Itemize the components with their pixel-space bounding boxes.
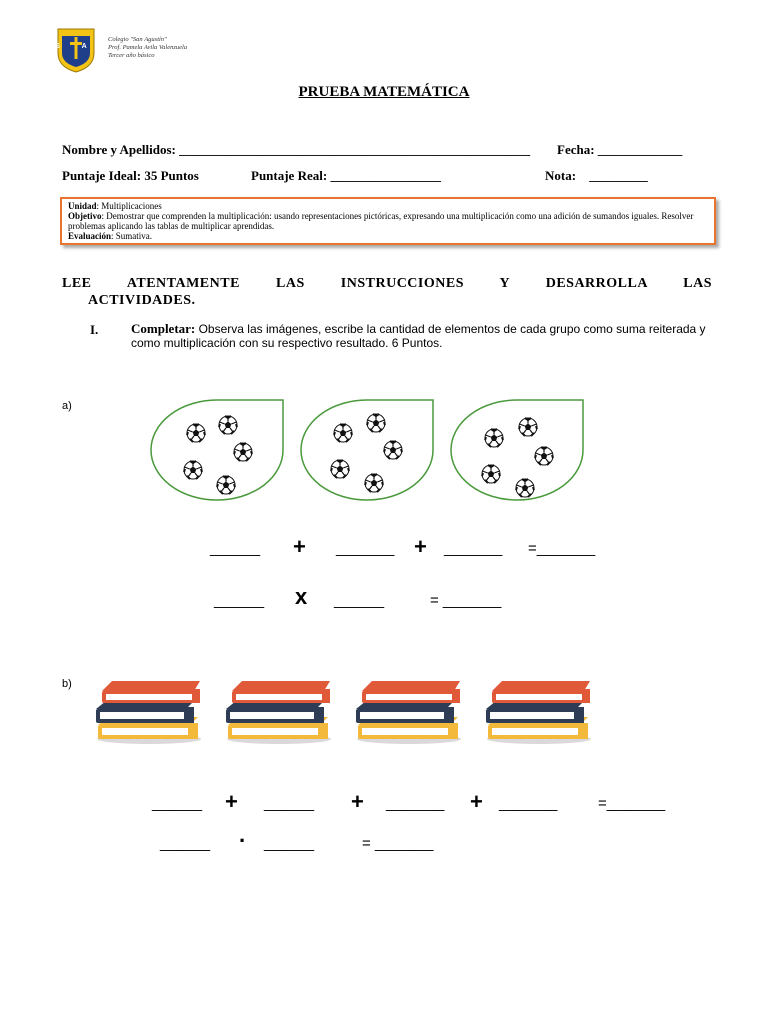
a-addend-1[interactable]: ______ <box>210 540 261 557</box>
ball-icon <box>367 414 385 432</box>
ball-icon <box>365 474 383 492</box>
grade-field <box>545 168 648 184</box>
ball-icon <box>234 443 252 461</box>
ball-icon <box>187 424 205 442</box>
date-label: Fecha: <box>557 142 595 157</box>
b-addend-3[interactable]: _______ <box>386 795 445 812</box>
grade-line[interactable]: _________ <box>589 168 648 183</box>
book-stacks <box>94 675 604 747</box>
part-a-label: a) <box>62 400 72 412</box>
books-icon <box>356 681 461 744</box>
a-times: x <box>295 584 308 609</box>
date-field <box>557 142 682 158</box>
unit-text: : Multiplicaciones <box>96 201 162 211</box>
a-addend-3[interactable]: _______ <box>444 540 503 557</box>
real-score-field <box>251 168 441 184</box>
b-product-result[interactable]: = _______ <box>362 835 434 852</box>
a-sum-result[interactable]: =_______ <box>528 540 596 557</box>
grade-label: Nota: <box>545 168 577 183</box>
a-factor-1[interactable]: ______ <box>214 592 265 609</box>
b-addend-2[interactable]: ______ <box>264 795 315 812</box>
section-number: I. <box>90 322 99 337</box>
b-dot: · <box>239 828 247 853</box>
name-line[interactable]: ______________________________________________________ <box>179 142 531 157</box>
ball-icon <box>519 418 537 436</box>
date-line[interactable]: _____________ <box>597 142 683 157</box>
b-plus-3: + <box>470 789 483 814</box>
instructions-heading: LEE ATENTAMENTE LAS INSTRUCCIONES Y DESARROLLA LAS <box>62 276 712 291</box>
books-icon <box>486 681 591 744</box>
b-plus-1: + <box>225 789 238 814</box>
school-logo <box>55 27 97 73</box>
books-icon <box>226 681 331 744</box>
b-plus-2: + <box>351 789 364 814</box>
ball-icon <box>485 429 503 447</box>
page-title: PRUEBA MATEMÁTICA <box>298 84 470 100</box>
a-plus-2: + <box>414 534 427 559</box>
objective-text: : Demostrar que comprenden la multiplicación: usando representaciones pictóricas, expresando una multiplicación como una adición de sumandos iguales. Resolver problemas aplicando las tablas de multiplicar aprendidas. <box>68 211 694 231</box>
part-b-label: b) <box>62 678 72 690</box>
ball-icon <box>217 476 235 494</box>
instructions-heading-cont: ACTIVIDADES. <box>88 293 196 308</box>
logo-letters: S A <box>55 43 97 50</box>
section-text: Observa las imágenes, escribe la cantidad de elementos de cada grupo como suma reiterada y como multiplicación con su respectivo resultado. 6 Puntos. <box>131 322 706 350</box>
real-score-line[interactable]: _________________ <box>330 168 441 183</box>
ball-icon <box>535 447 553 465</box>
b-sum-result[interactable]: =_______ <box>598 795 666 812</box>
a-addend-2[interactable]: _______ <box>336 540 395 557</box>
unit-label: Unidad <box>68 201 97 211</box>
a-plus-1: + <box>293 534 306 559</box>
books-icon <box>96 681 201 744</box>
name-label: Nombre y Apellidos: <box>62 142 176 157</box>
b-addend-4[interactable]: _______ <box>499 795 558 812</box>
school-info <box>108 36 187 60</box>
section-label: Completar: <box>131 321 196 336</box>
ball-icon <box>334 424 352 442</box>
a-factor-2[interactable]: ______ <box>334 592 385 609</box>
group-2 <box>301 400 433 500</box>
b-addend-1[interactable]: ______ <box>152 795 203 812</box>
evaluation-label: Evaluación <box>68 231 112 241</box>
group-1 <box>151 400 283 500</box>
ball-icon <box>219 416 237 434</box>
teacher-name: Prof. Pamela Avila Valenzuela <box>108 44 188 51</box>
ball-icon <box>331 460 349 478</box>
objective-label: Objetivo <box>68 211 102 221</box>
ideal-score: Puntaje Ideal: 35 Puntos <box>62 168 199 183</box>
objectives-box <box>60 197 716 245</box>
ball-icon <box>516 479 534 497</box>
a-product-result[interactable]: = _______ <box>430 592 502 609</box>
evaluation-text: : Sumativa. <box>111 231 153 241</box>
real-score-label: Puntaje Real: <box>251 168 328 183</box>
ball-icon <box>384 441 402 459</box>
b-factor-1[interactable]: ______ <box>160 835 211 852</box>
group-3 <box>451 400 583 500</box>
section-instructions <box>131 322 721 350</box>
ball-icon <box>184 461 202 479</box>
grade-level: Tercer año básico <box>108 52 155 59</box>
ball-groups <box>140 395 600 505</box>
name-field <box>62 142 530 158</box>
b-factor-2[interactable]: ______ <box>264 835 315 852</box>
school-name: Colegio "San Agustín" <box>108 36 167 43</box>
ball-icon <box>482 465 500 483</box>
